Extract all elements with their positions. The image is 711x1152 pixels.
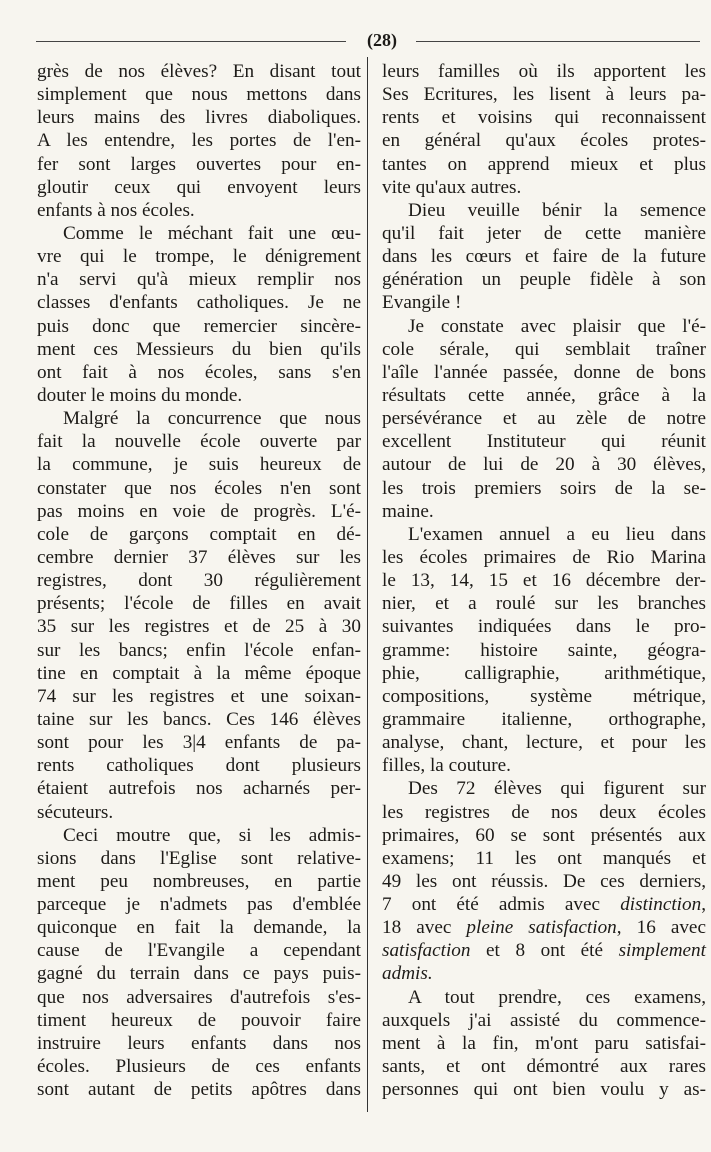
text-line [37, 500, 361, 523]
line-text: sur les bancs; enfin l'école enfan- [37, 639, 361, 661]
text-line [37, 662, 361, 685]
text-line [37, 893, 361, 916]
line-text: parceque je n'admets pas d'emblée [37, 894, 361, 916]
line-text: maine. [382, 500, 434, 522]
line-text: résultats cette année, grâce à la [382, 384, 706, 406]
left-column [37, 60, 361, 1101]
italic-text: satisfaction [382, 940, 471, 962]
text-line [382, 384, 706, 407]
right-column [382, 60, 706, 1101]
text-line [382, 939, 706, 962]
italic-text: pleine satisfaction [466, 917, 617, 939]
line-text: cole de garçons comptait en dé- [37, 523, 361, 545]
line-text: en général qu'aux écoles protes- [382, 130, 706, 152]
text-line [382, 222, 706, 245]
line-text: grammaire italienne, orthographe, [382, 708, 706, 730]
line-text: sécuteurs. [37, 801, 114, 823]
text-line [37, 291, 361, 314]
text-line [382, 523, 706, 546]
text-line [37, 83, 361, 106]
header-rule-left [36, 41, 346, 42]
text-line [37, 824, 361, 847]
line-text: sont pour les 3|4 enfants de pa- [37, 732, 361, 754]
text-line [37, 962, 361, 985]
line-text: Malgré la concurrence que nous [63, 408, 361, 430]
text-line [382, 962, 706, 985]
text-line [382, 500, 706, 523]
text-line [37, 384, 361, 407]
text-line [37, 199, 361, 222]
text-line [37, 986, 361, 1009]
text-line [37, 315, 361, 338]
line-text: dans les cœurs et faire de la future [382, 246, 706, 268]
line-text: douter le moins du monde. [37, 384, 243, 406]
text-line [37, 268, 361, 291]
text-line [382, 824, 706, 847]
text-line [37, 754, 361, 777]
text-line [382, 639, 706, 662]
text-line [382, 291, 706, 314]
text-line [37, 407, 361, 430]
text-line [37, 361, 361, 384]
text-line [37, 1009, 361, 1032]
line-text: pas moins en voie de progrès. L'é- [37, 500, 361, 522]
text-line [37, 916, 361, 939]
text-line [37, 801, 361, 824]
text-line [37, 639, 361, 662]
line-text: leurs mains des livres diaboliques. [37, 107, 361, 129]
italic-text: simplement [618, 940, 706, 962]
line-text: constater que nos écoles n'en sont [37, 477, 361, 499]
text-line [382, 569, 706, 592]
text-line [382, 83, 706, 106]
text-line [37, 106, 361, 129]
line-text: compositions, système métrique, [382, 685, 706, 707]
line-text: génération un peuple fidèle à son [382, 269, 706, 291]
text-line [382, 176, 706, 199]
line-text: Des 72 élèves qui figurent sur [408, 778, 706, 800]
text-line [382, 986, 706, 1009]
line-text: suivantes indiquées dans le pro- [382, 616, 706, 638]
line-text: personnes qui ont bien voulu y as- [382, 1079, 706, 1101]
line-text: étaient autrefois nos acharnés per- [37, 778, 361, 800]
line-text: enfants à nos écoles. [37, 199, 195, 221]
line-text: présents; l'école de filles en avait [37, 593, 361, 615]
line-text: registres, dont 30 régulièrement [37, 570, 361, 592]
text-line [382, 153, 706, 176]
line-text: écoles. Plusieurs de ces enfants [37, 1056, 361, 1078]
line-text: les trois premiers soirs de la se- [382, 477, 706, 499]
line-text: rents et voisins qui reconnaissent [382, 107, 706, 129]
text-line [382, 592, 706, 615]
text-line [382, 801, 706, 824]
line-text: Je constate avec plaisir que l'é- [408, 315, 706, 337]
line-text: le 13, 14, 15 et 16 décembre der- [382, 570, 706, 592]
line-text: instruire leurs enfants dans nos [37, 1032, 361, 1054]
line-text: sants, et ont démontré aux rares [382, 1056, 706, 1078]
line-text: Ses Ecritures, les lisent à leurs pa- [382, 84, 706, 106]
text-line [37, 129, 361, 152]
text-line [382, 893, 706, 916]
text-line [382, 546, 706, 569]
line-text: simplement que nous mettons dans [37, 84, 361, 106]
line-text: leurs familles où ils apportent les [382, 61, 706, 82]
line-text: persévérance et au zèle de notre [382, 408, 706, 430]
line-text: nier, et a roulé sur les branches [382, 593, 706, 615]
text-line [382, 1055, 706, 1078]
line-text: qu'il fait jeter de cette manière [382, 222, 706, 244]
line-text: 18 avec [382, 917, 467, 939]
text-line [37, 338, 361, 361]
line-text: rents catholiques dont plusieurs [37, 755, 361, 777]
line-text: 7 ont été admis avec [382, 894, 621, 916]
line-text: 74 sur les registres et une soixan- [37, 685, 361, 707]
line-text: vite qu'aux autres. [382, 176, 522, 198]
line-text: examens; 11 les ont manqués et [382, 847, 706, 869]
text-line [382, 407, 706, 430]
text-line [37, 847, 361, 870]
line-text: Evangile ! [382, 292, 462, 314]
line-text: que nos adversaires d'autrefois s'es- [37, 986, 361, 1008]
text-line [382, 777, 706, 800]
text-line [382, 268, 706, 291]
text-line [382, 916, 706, 939]
line-text: cole sérale, qui semblait traîner [382, 338, 706, 360]
text-line [37, 569, 361, 592]
line-text: l'aîle l'année passée, donne de bons [382, 361, 706, 383]
text-line [37, 176, 361, 199]
text-line [37, 523, 361, 546]
text-line [37, 870, 361, 893]
text-line [37, 153, 361, 176]
line-text: cause de l'Evangile a cependant [37, 940, 361, 962]
line-text: 49 les ont réussis. De ces derniers, [382, 870, 706, 892]
line-text: gloutir ceux qui envoyent leurs [37, 176, 361, 198]
text-line [37, 546, 361, 569]
text-line [382, 315, 706, 338]
line-text: sont autant de petits apôtres dans [37, 1079, 361, 1101]
line-text: gagné du terrain dans ce pays puis- [37, 963, 361, 985]
line-text: fer sont larges ouvertes pour en- [37, 153, 361, 175]
line-text-after: , [701, 894, 706, 916]
text-line [382, 1009, 706, 1032]
column-divider [367, 57, 368, 1112]
text-line [37, 685, 361, 708]
text-line [37, 777, 361, 800]
line-text: 35 sur les registres et de 25 à 30 [37, 616, 361, 638]
line-text: L'examen annuel a eu lieu dans [408, 523, 706, 545]
text-line [382, 615, 706, 638]
text-line [382, 870, 706, 893]
text-line [37, 430, 361, 453]
line-text: tine en comptait à la même époque [37, 662, 361, 684]
line-text: autour de lui de 20 à 30 élèves, [382, 454, 706, 476]
italic-text: admis. [382, 963, 433, 985]
line-text: la commune, je suis heureux de [37, 454, 361, 476]
line-text: les écoles primaires de Rio Marina [382, 546, 706, 568]
line-text: tantes on apprend mieux et plus [382, 153, 706, 175]
line-text: classes d'enfants catholiques. Je ne [37, 292, 361, 314]
page-number: (28) [367, 30, 397, 50]
text-line [37, 615, 361, 638]
text-line [382, 106, 706, 129]
line-text: Dieu veuille bénir la semence [408, 199, 706, 221]
text-line [382, 731, 706, 754]
line-text: cembre dernier 37 élèves sur les [37, 546, 361, 568]
line-text: auxquels j'ai assisté du commence- [382, 1009, 706, 1031]
line-text: n'a servi qu'à mieux remplir nos [37, 269, 361, 291]
text-line [37, 477, 361, 500]
text-line [382, 453, 706, 476]
text-line [382, 662, 706, 685]
text-line [382, 199, 706, 222]
text-line [382, 361, 706, 384]
line-text: filles, la couture. [382, 755, 511, 777]
text-line [382, 245, 706, 268]
text-line [382, 708, 706, 731]
text-line [382, 60, 706, 83]
line-text: fait la nouvelle école ouverte par [37, 431, 361, 453]
page-header [36, 28, 700, 52]
text-line [37, 939, 361, 962]
line-text: Comme le méchant fait une œu- [63, 222, 361, 244]
line-text: A les entendre, les portes de l'en- [37, 130, 361, 152]
line-text: excellent Instituteur qui réunit [382, 431, 706, 453]
text-line [382, 1078, 706, 1101]
text-line [382, 685, 706, 708]
text-line [382, 847, 706, 870]
line-text: primaires, 60 se sont présentés aux [382, 824, 706, 846]
line-text: grès de nos élèves? En disant tout [37, 61, 361, 82]
line-text: ment à la fin, m'ont paru satisfai- [382, 1032, 706, 1054]
italic-text: distinction [620, 894, 702, 916]
text-line [382, 338, 706, 361]
line-text: timent heureux de pouvoir faire [37, 1009, 361, 1031]
text-line [37, 222, 361, 245]
line-text: ment ces Messieurs du bien qu'ils [37, 338, 361, 360]
text-line [382, 477, 706, 500]
line-text: ment peu nombreuses, en partie [37, 870, 361, 892]
line-text-after: et 8 ont été [470, 940, 619, 962]
text-line [37, 1055, 361, 1078]
text-line [37, 1078, 361, 1101]
line-text: gramme: histoire sainte, géogra- [382, 639, 706, 661]
line-text: A tout prendre, ces examens, [408, 986, 706, 1008]
text-line [37, 731, 361, 754]
header-rule-right [416, 41, 700, 42]
text-line [37, 453, 361, 476]
line-text-after: , 16 avec [616, 917, 706, 939]
text-line [37, 1032, 361, 1055]
line-text: Ceci moutre que, si les admis- [63, 824, 361, 846]
line-text: vre qui le trompe, le dénigrement [37, 246, 361, 268]
line-text: sions dans l'Eglise sont relative- [37, 847, 361, 869]
line-text: puis donc que remercier sincère- [37, 315, 361, 337]
text-line [382, 430, 706, 453]
line-text: taine sur les bancs. Ces 146 élèves [37, 708, 361, 730]
text-line [37, 245, 361, 268]
line-text: phie, calligraphie, arithmétique, [382, 662, 706, 684]
line-text: analyse, chant, lecture, et pour les [382, 732, 706, 754]
line-text: quiconque en fait la demande, la [37, 917, 361, 939]
text-line [37, 592, 361, 615]
text-line [37, 708, 361, 731]
text-line [37, 60, 361, 83]
text-line [382, 129, 706, 152]
text-line [382, 754, 706, 777]
line-text: les registres de nos deux écoles [382, 801, 706, 823]
text-line [382, 1032, 706, 1055]
line-text: ont fait à nos écoles, sans s'en [37, 361, 361, 383]
